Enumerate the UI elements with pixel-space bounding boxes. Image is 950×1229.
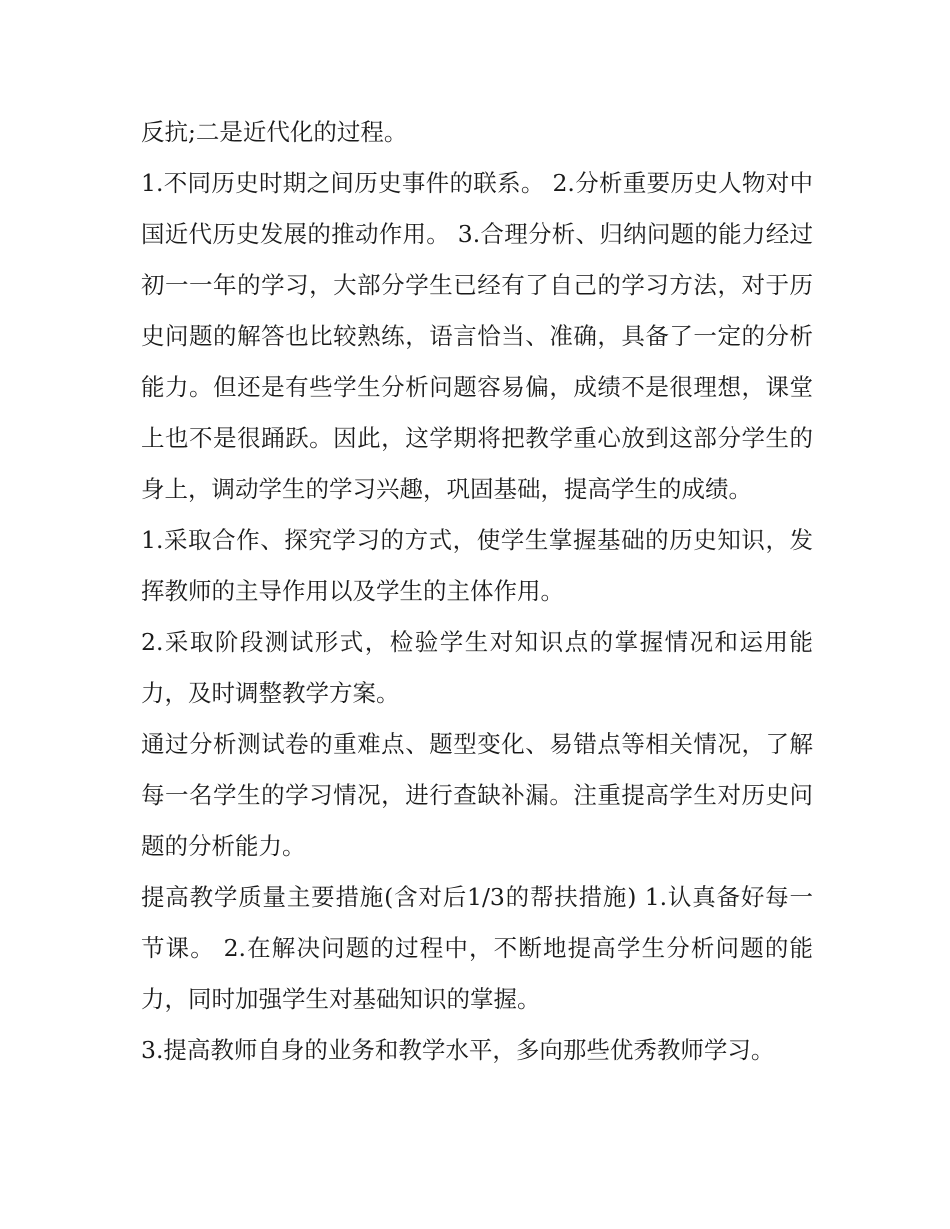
paragraph: 反抗;二是近代化的过程。 <box>141 118 408 146</box>
paragraph: 2.采取阶段测试形式，检验学生对知识点的掌握情况和运用能力，及时调整教学方案。 <box>141 628 813 707</box>
paragraph: 1.采取合作、探究学习的方式，使学生掌握基础的历史知识，发挥教师的主导作用以及学生的主体作用。 <box>141 526 813 605</box>
document-body <box>141 107 813 1076</box>
paragraph: 通过分析测试卷的重难点、题型变化、易错点等相关情况，了解每一名学生的学习情况，进行查缺补漏。注重提高学生对历史问题的分析能力。 <box>141 730 813 860</box>
paragraph: 3.提高教师自身的业务和教学水平，多向那些优秀教师学习。 <box>141 1036 775 1064</box>
paragraph: 1.不同历史时期之间历史事件的联系。 2.分析重要历史人物对中国近代历史发展的推动作用。 3.合理分析、归纳问题的能力经过初一一年的学习，大部分学生已经有了自己的学习方法，对于历史问题的解答也比较熟练，语言恰当、准确，具备了一定的分析能力。但还是有些学生分析问题容易偏，成绩不是很理想，课堂上也不是很踊跃。因此，这学期将把教学重心放到这部分学生的身上，调动学生的学习兴趣，巩固基础，提高学生的成绩。 <box>141 169 813 503</box>
paragraph: 提高教学质量主要措施(含对后1/3的帮扶措施) 1.认真备好每一节课。 2.在解决问题的过程中，不断地提高学生分析问题的能力，同时加强学生对基础知识的掌握。 <box>141 883 813 1013</box>
